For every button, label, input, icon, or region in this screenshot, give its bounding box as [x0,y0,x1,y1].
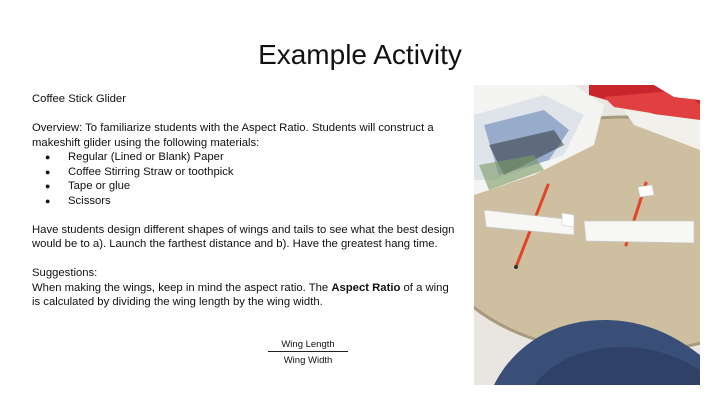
spacer [32,208,460,223]
suggestion-suffix: of a wing is calculated by dividing the wing length by the wing width. [32,281,449,308]
overview-text: Overview: To familiarize students with the Aspect Ratio. Students will construct a makeshift glider using the following materials: [32,122,434,149]
materials-list [32,150,460,208]
material-label: Scissors [68,194,111,207]
aspect-ratio-formula [268,339,348,366]
aspect-ratio-term: Aspect Ratio [331,281,401,294]
suggestions-label: Suggestions: [32,267,98,279]
activity-name: Coffee Stick Glider [32,93,126,105]
material-label: Tape or glue [68,180,131,192]
bullet-icon: ● [45,152,51,162]
suggestion-prefix: When making the wings, keep in mind the aspect ratio. The [32,281,332,294]
list-item [32,194,460,209]
slide-title-text: Example Activity [258,39,462,70]
formula-denominator: Wing Width [283,355,333,366]
formula-numerator: Wing Length [268,339,348,352]
material-label: Regular (Lined or Blank) Paper [68,151,224,163]
list-item [32,150,460,165]
slide-body [32,92,460,310]
spacer [32,107,460,122]
list-item [32,179,460,194]
bullet-icon: ● [45,181,51,191]
suggestion-text [32,281,460,310]
design-task-text: Have students design different shapes of wings and tails to see what the best design would be to a). Launch the farthest distance and b). Have the greatest hang time. [32,223,455,250]
glider-photo [474,85,700,385]
spacer [32,252,460,267]
wing-2 [584,221,694,243]
bullet-icon: ● [45,195,51,206]
glider-photo-illustration [474,85,700,385]
bullet-icon: ● [45,166,51,177]
slide-title [0,38,720,72]
material-label: Coffee Stirring Straw or toothpick [68,165,234,178]
list-item [32,165,460,180]
